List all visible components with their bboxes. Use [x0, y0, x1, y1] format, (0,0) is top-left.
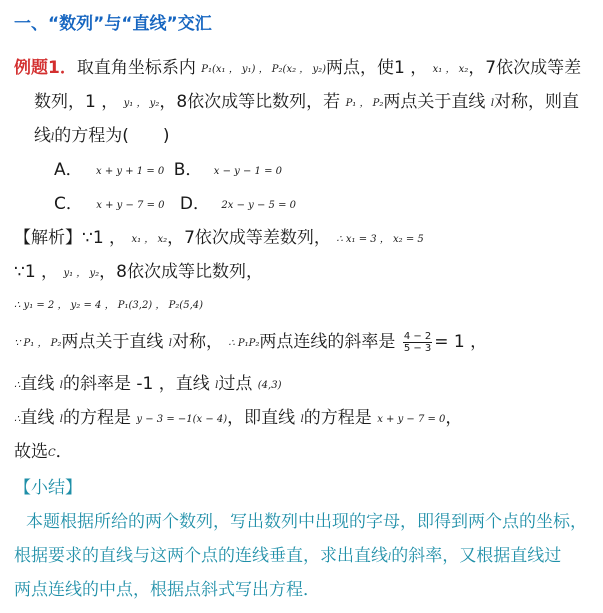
example-text: 取直角坐标系内 [76, 58, 196, 78]
example-text: 两点，使1 ， [326, 58, 428, 78]
option-b-text: x − y − 1 = 0 [213, 166, 282, 177]
solution-text: 的方程是 [62, 408, 131, 428]
example-text: ，8依次成等比数列，若 [159, 92, 341, 112]
solution-text: 对称， [171, 332, 223, 352]
math-x-values: ∴ x₁ = 3 ， x₂ = 5 [336, 234, 424, 245]
option-a-label: A． [54, 160, 83, 180]
math-l: l [51, 132, 55, 143]
math-equation: x + y − 7 = 0 [377, 414, 446, 425]
option-c-label: C． [54, 194, 83, 214]
solution-line-3 [14, 292, 203, 318]
math-x: x₁ ， x₂ [131, 234, 168, 245]
solution-text: ∵1 ， [82, 228, 127, 248]
example-text: 的方程为( ) [54, 126, 170, 146]
summary-line-1: 本题根据所给的两个数列，写出数列中出现的字母，即得到两个点的坐标， [26, 512, 587, 532]
solution-label: 【解析】 [14, 228, 82, 248]
example-text: 对称，则直 [494, 92, 580, 112]
math-l: l [388, 552, 392, 563]
fraction-denominator: 5 − 3 [403, 342, 432, 354]
example-text: 两点关于直线 [383, 92, 486, 112]
solution-text: ． [55, 442, 73, 462]
example-line-3 [34, 124, 169, 150]
example-line-2 [34, 90, 579, 116]
math-points: P₁ ， P₂ [345, 98, 384, 109]
math-l: l [59, 380, 63, 391]
slope-fraction [403, 331, 432, 354]
fraction-numerator: 4 − 2 [403, 330, 432, 342]
example-line-1 [14, 56, 581, 82]
example-text: 线 [34, 126, 51, 146]
solution-text: ∵1 ， [14, 262, 59, 282]
option-d-label: D． [179, 194, 211, 214]
math-y-values: ∴ y₁ = 2 ， y₂ = 4 ， P₁(3,2) ， P₂(5,4) [14, 300, 204, 311]
example-label: 例题1． [14, 58, 77, 78]
math-l: l [490, 98, 495, 109]
solution-line-7 [14, 440, 73, 466]
summary-text: 的斜率，又根据直线过 [391, 546, 562, 566]
therefore-symbol: ∴ [14, 414, 21, 425]
math-l: l [168, 338, 172, 349]
option-c-text: x + y − 7 = 0 [96, 200, 165, 211]
solution-text: = 1 ， [434, 332, 488, 352]
solution-text: ，8依次成等比数列， [99, 262, 263, 282]
options-row-1 [54, 158, 282, 184]
therefore-symbol: ∴ [14, 380, 21, 391]
solution-text: ， [445, 408, 463, 428]
option-d-text: 2x − y − 5 = 0 [221, 200, 297, 211]
solution-text: ，7依次成等差数列， [167, 228, 331, 248]
math-l: l [300, 414, 304, 425]
math-equation: y − 3 = −1(x − 4) [136, 414, 228, 425]
summary-line-3: 两点连线的中点，根据点斜式写出方程． [14, 580, 320, 600]
math-point: (4,3) [257, 380, 282, 391]
example-text: ，7依次成等差 [468, 58, 582, 78]
solution-text: 直线 [20, 374, 55, 394]
solution-text: 的方程是 [303, 408, 372, 428]
example-text: 数列，1 ， [34, 92, 119, 112]
solution-text: 直线 [20, 408, 55, 428]
solution-line-2 [14, 260, 263, 286]
option-a-text: x + y + 1 = 0 [96, 166, 165, 177]
solution-text: 两点关于直线 [61, 332, 164, 352]
summary-line-2 [14, 544, 561, 570]
solution-text: 故选 [14, 442, 48, 462]
options-row-2 [54, 192, 296, 218]
solution-text: 两点连线的斜率是 [259, 332, 396, 352]
section-heading: 一、“数列”与“直线”交汇 [14, 14, 212, 34]
math-segment: ∴ P₁P₂ [228, 338, 260, 349]
option-b-label: B． [173, 160, 203, 180]
solution-text: 的斜率是 -1 ，直线 [62, 374, 210, 394]
math-l: l [59, 414, 63, 425]
solution-line-1 [14, 226, 424, 252]
solution-line-6 [14, 406, 462, 432]
math-points: P₁(x₁ ， y₁) ， P₂(x₂ ， y₂) [201, 64, 327, 75]
math-points: ∵ P₁ ， P₂ [14, 338, 62, 349]
solution-text: 过点 [218, 374, 253, 394]
math-y: y₁ ， y₂ [123, 98, 160, 109]
summary-label: 【小结】 [14, 478, 82, 498]
math-y: y₁ ， y₂ [63, 268, 100, 279]
solution-text: ，即直线 [227, 408, 296, 428]
summary-text: 根据要求的直线与这两个点的连线垂直，求出直线 [14, 546, 388, 566]
solution-line-5 [14, 372, 281, 398]
math-l: l [215, 380, 219, 391]
solution-line-4 [14, 330, 487, 356]
math-x: x₁ ， x₂ [432, 64, 469, 75]
answer-letter: C [48, 448, 56, 459]
